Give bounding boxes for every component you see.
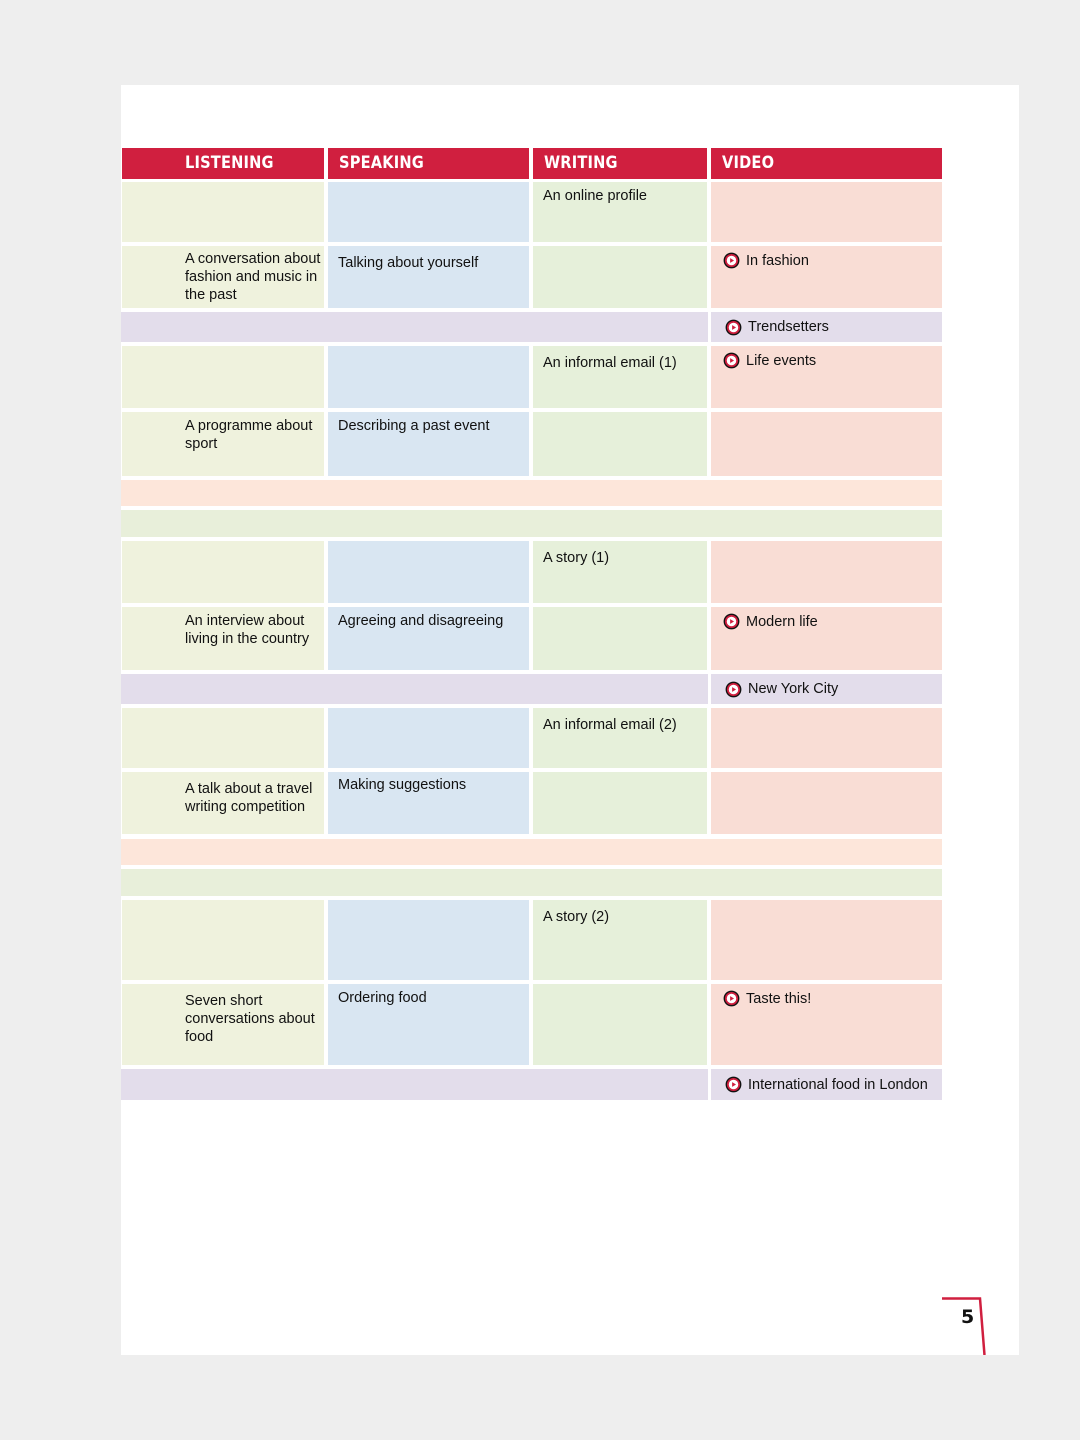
separator-band [121,839,942,865]
listening-cell [122,708,324,768]
listening-cell [122,346,324,408]
writing-cell [533,541,707,603]
speaking-text: Talking about yourself [338,255,479,271]
writing-cell [533,412,707,476]
listening-text: A talk about a travel writing competition [185,781,313,815]
video-title[interactable]: Taste this! [746,991,812,1007]
listening-text: Seven short conversations about food [185,993,315,1045]
speaking-cell [328,984,529,1065]
page-number-marker [942,1297,986,1355]
header-writing: WRITING [533,148,707,179]
separator-band [121,869,942,896]
writing-text: An informal email (2) [543,717,677,733]
separator-band [121,480,942,506]
writing-cell [533,346,707,408]
band-video [711,1069,928,1100]
listening-cell [122,607,324,670]
speaking-cell [328,541,529,603]
writing-text: An online profile [543,188,647,204]
listening-cell [122,772,324,834]
video-cell [711,412,942,476]
writing-cell [533,900,707,980]
speaking-cell [328,772,529,834]
speaking-cell [328,346,529,408]
speaking-cell [328,607,529,670]
speaking-cell [328,708,529,768]
speaking-cell [328,900,529,980]
band-video-title[interactable]: International food in London [748,1076,928,1093]
listening-cell [122,541,324,603]
writing-text: A story (1) [543,550,610,566]
header-video: VIDEO [711,148,942,179]
video-title[interactable]: In fashion [746,253,809,269]
video-title[interactable]: Life events [746,353,817,369]
writing-cell [533,182,707,242]
listening-cell [122,246,324,308]
video-cell [711,541,942,603]
play-circle-icon[interactable] [723,352,740,369]
speaking-cell [328,246,529,308]
writing-cell [533,607,707,670]
listening-text: A programme about sport [185,418,313,452]
listening-cell [122,900,324,980]
video-cell [711,607,942,670]
writing-cell [533,246,707,308]
video-cell [711,346,942,408]
review-band [121,312,942,342]
speaking-text: Ordering food [338,990,427,1006]
review-band [121,674,942,704]
play-circle-icon[interactable] [723,990,740,1007]
speaking-text: Agreeing and disagreeing [338,613,504,629]
writing-cell [533,708,707,768]
band-video [711,312,829,342]
play-circle-icon[interactable] [725,681,742,698]
header-listening: LISTENING [122,148,324,179]
video-title[interactable]: Modern life [746,614,818,630]
writing-cell [533,772,707,834]
video-cell [711,182,942,242]
speaking-cell [328,412,529,476]
video-cell [711,900,942,980]
video-cell [711,246,942,308]
page-number: 5 [961,1306,975,1328]
play-circle-icon[interactable] [725,319,742,336]
listening-cell [122,984,324,1065]
header-speaking: SPEAKING [328,148,529,179]
separator-band [121,510,942,537]
band-video-title[interactable]: New York City [748,681,839,697]
listening-cell [122,412,324,476]
speaking-text: Describing a past event [338,418,490,434]
listening-cell [122,182,324,242]
play-circle-icon[interactable] [723,252,740,269]
band-video-title[interactable]: Trendsetters [748,319,829,335]
writing-cell [533,984,707,1065]
play-circle-icon[interactable] [725,1076,742,1093]
video-cell [711,708,942,768]
speaking-text: Making suggestions [338,777,467,793]
video-cell [711,772,942,834]
speaking-cell [328,182,529,242]
listening-text: A conversation about fashion and music in the past [185,251,321,303]
play-circle-icon[interactable] [723,613,740,630]
writing-text: A story (2) [543,909,610,925]
video-cell [711,984,942,1065]
band-video [711,674,838,704]
writing-text: An informal email (1) [543,355,677,371]
listening-text: An interview about living in the country [185,613,310,647]
review-band [121,1069,942,1100]
